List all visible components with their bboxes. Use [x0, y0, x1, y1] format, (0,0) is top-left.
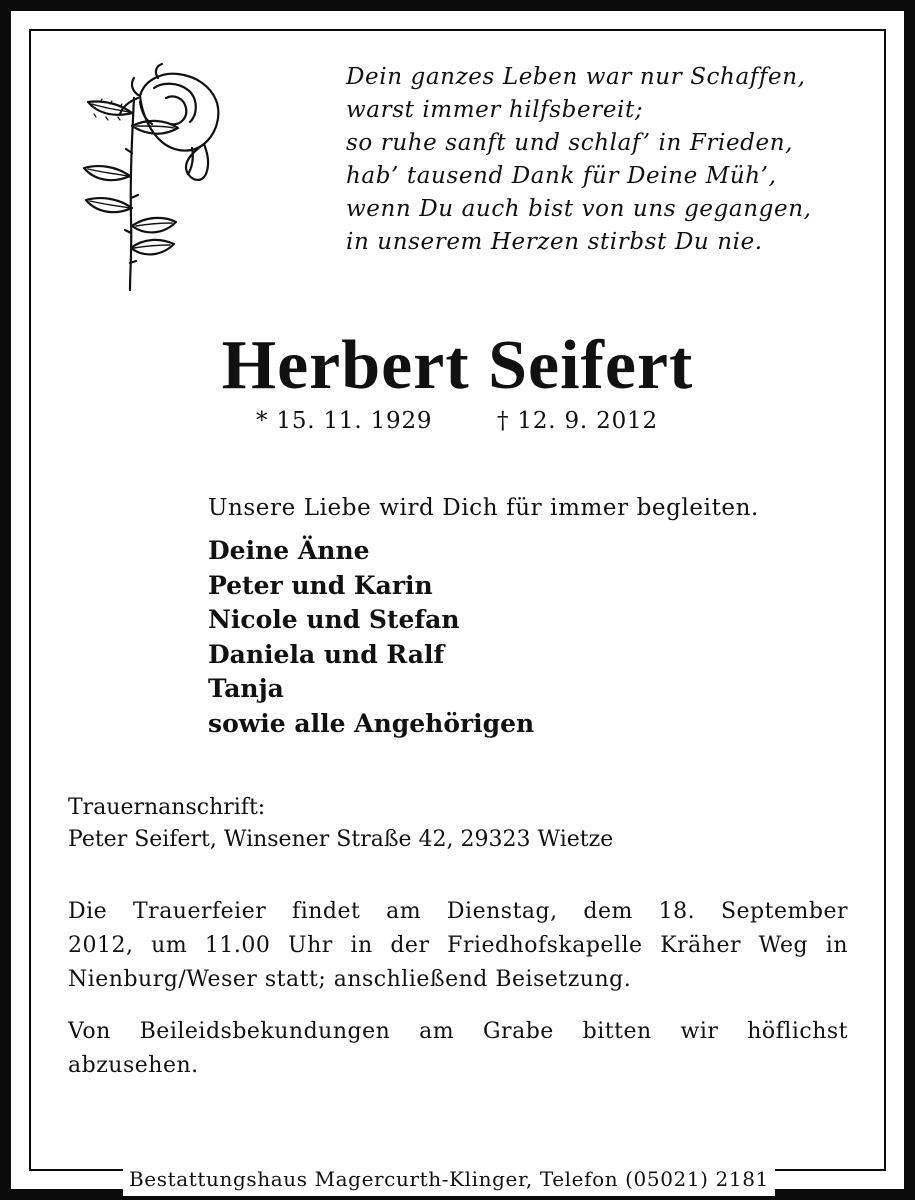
funeral-line: Die Trauerfeier findet am Dienstag, dem 18. September	[68, 899, 848, 924]
address-label: Trauernanschrift:	[68, 795, 266, 820]
condolence-line: abzusehen.	[68, 1053, 199, 1078]
mourning-address	[68, 792, 613, 856]
poem-line: Dein ganzes Leben war nur Schaffen,	[346, 64, 806, 90]
motto: Unsere Liebe wird Dich für immer begleiten.	[208, 495, 759, 521]
signer: sowie alle Angehörigen	[208, 708, 535, 738]
signer: Tanja	[208, 674, 284, 703]
signer: Nicole und Stefan	[208, 605, 460, 634]
death-date: † 12. 9. 2012	[497, 408, 658, 434]
poem-line: warst immer hilfsbereit;	[346, 97, 644, 123]
signer: Daniela und Ralf	[208, 639, 445, 669]
poem-line: wenn Du auch bist von uns gegangen,	[346, 196, 812, 222]
funeral-line: Nienburg/Weser statt; anschließend Beisetzung.	[68, 967, 632, 992]
birth-date: * 15. 11. 1929	[256, 408, 433, 434]
funeral-home-footer: Bestattungshaus Magercurth-Klinger, Telefon (05021) 2181	[123, 1162, 775, 1196]
poem-line: hab’ tausend Dank für Deine Müh’,	[346, 163, 777, 189]
address-line: Peter Seifert, Winsener Straße 42, 29323 Wietze	[68, 827, 614, 852]
poem-line: in unserem Herzen stirbst Du nie.	[346, 229, 763, 255]
poem	[346, 61, 886, 259]
poem-line: so ruhe sanft und schlaf’ in Frieden,	[346, 130, 794, 156]
signers-list	[208, 534, 534, 741]
funeral-line: 2012, um 11.00 Uhr in der Friedhofskapelle Kräher Weg in	[68, 933, 848, 958]
condolence-notice	[68, 1015, 848, 1083]
condolence-line: Von Beileidsbekundungen am Grabe bitten wir höflichst	[68, 1019, 848, 1044]
funeral-notice	[68, 895, 848, 997]
signer: Deine Änne	[208, 536, 370, 565]
signer: Peter und Karin	[208, 570, 433, 600]
rose-icon	[70, 58, 250, 298]
deceased-name: Herbert Seifert	[221, 327, 694, 404]
